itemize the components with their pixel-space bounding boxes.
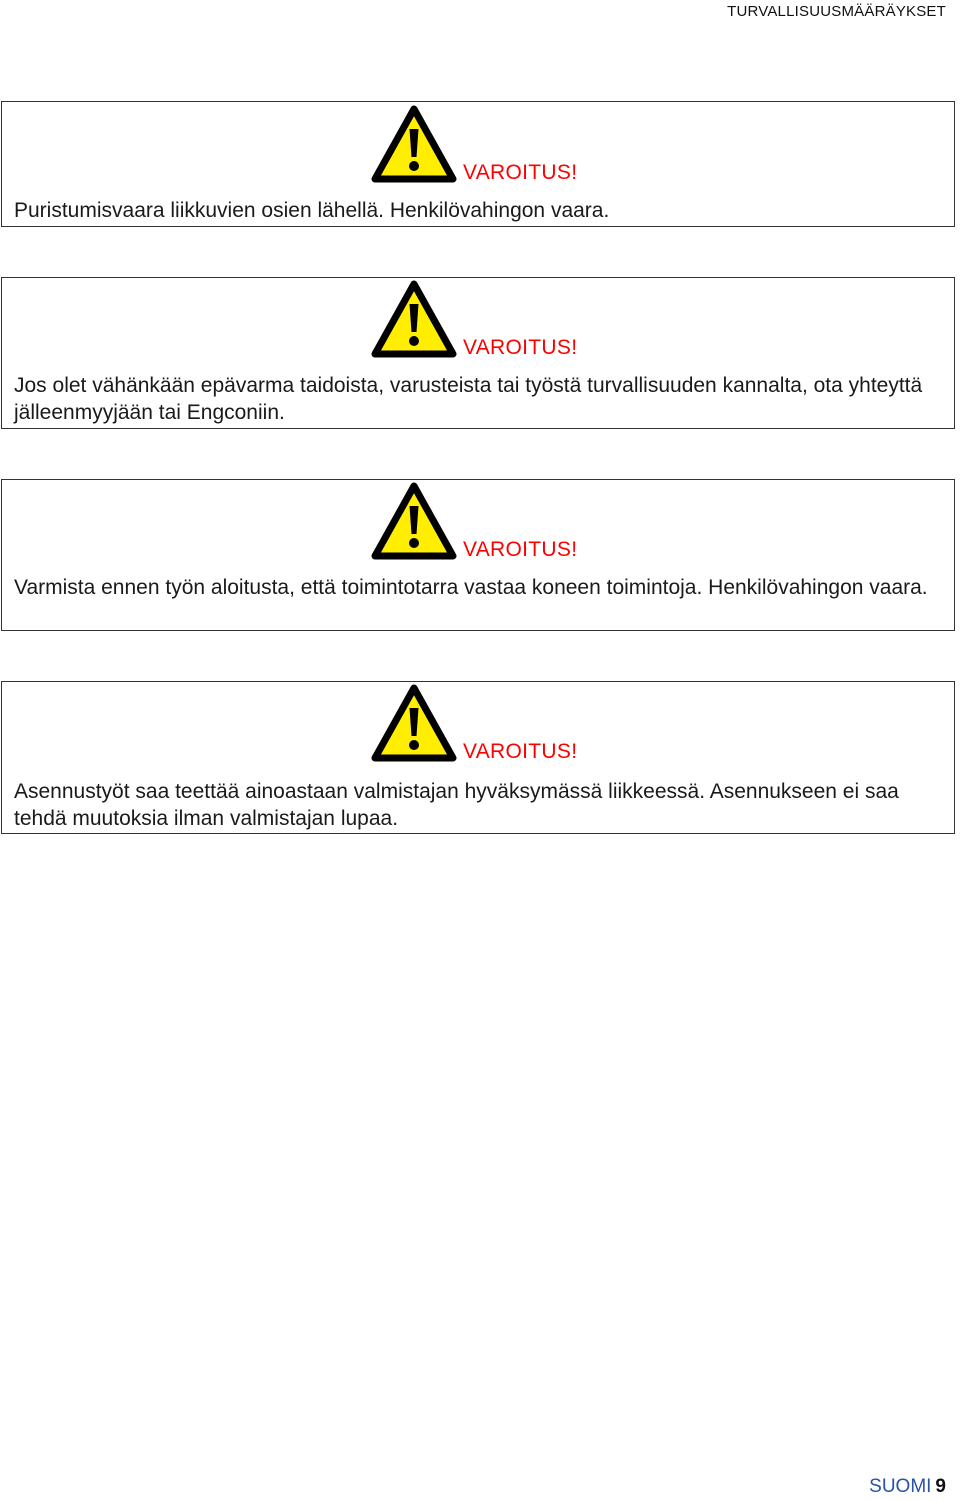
running-header: TURVALLISUUSMÄÄRÄYKSET — [727, 3, 946, 20]
warning-title: VAROITUS! — [463, 161, 578, 184]
warning-triangle-icon — [371, 105, 457, 183]
warning-title: VAROITUS! — [463, 740, 578, 763]
warning-text: Jos olet vähänkään epävarma taidoista, varusteista tai työstä turvallisuuden kannalta, ota yhteyttä jälleenmyyjään tai Engconiin. — [14, 374, 923, 424]
warning-text: Puristumisvaara liikkuvien osien lähellä. Henkilövahingon vaara. — [14, 199, 610, 222]
warning-box — [1, 101, 955, 227]
warning-triangle-icon — [371, 280, 457, 358]
warning-box — [1, 277, 955, 429]
warning-box — [1, 681, 955, 834]
warning-title: VAROITUS! — [463, 336, 578, 359]
footer-language-label: SUOMI — [869, 1476, 932, 1497]
warning-text: Asennustyöt saa teettää ainoastaan valmistajan hyväksymässä liikkeessä. Asennukseen ei saa tehdä muutoksia ilman valmistajan lupaa. — [14, 780, 899, 830]
warning-triangle-icon — [371, 482, 457, 560]
warning-box — [1, 479, 955, 631]
warning-triangle-icon — [371, 684, 457, 762]
warning-text: Varmista ennen työn aloitusta, että toimintotarra vastaa koneen toimintoja. Henkilövahingon vaara. — [14, 576, 928, 599]
warning-title: VAROITUS! — [463, 538, 578, 561]
page-number: 9 — [935, 1476, 946, 1497]
page-footer — [869, 1476, 946, 1498]
